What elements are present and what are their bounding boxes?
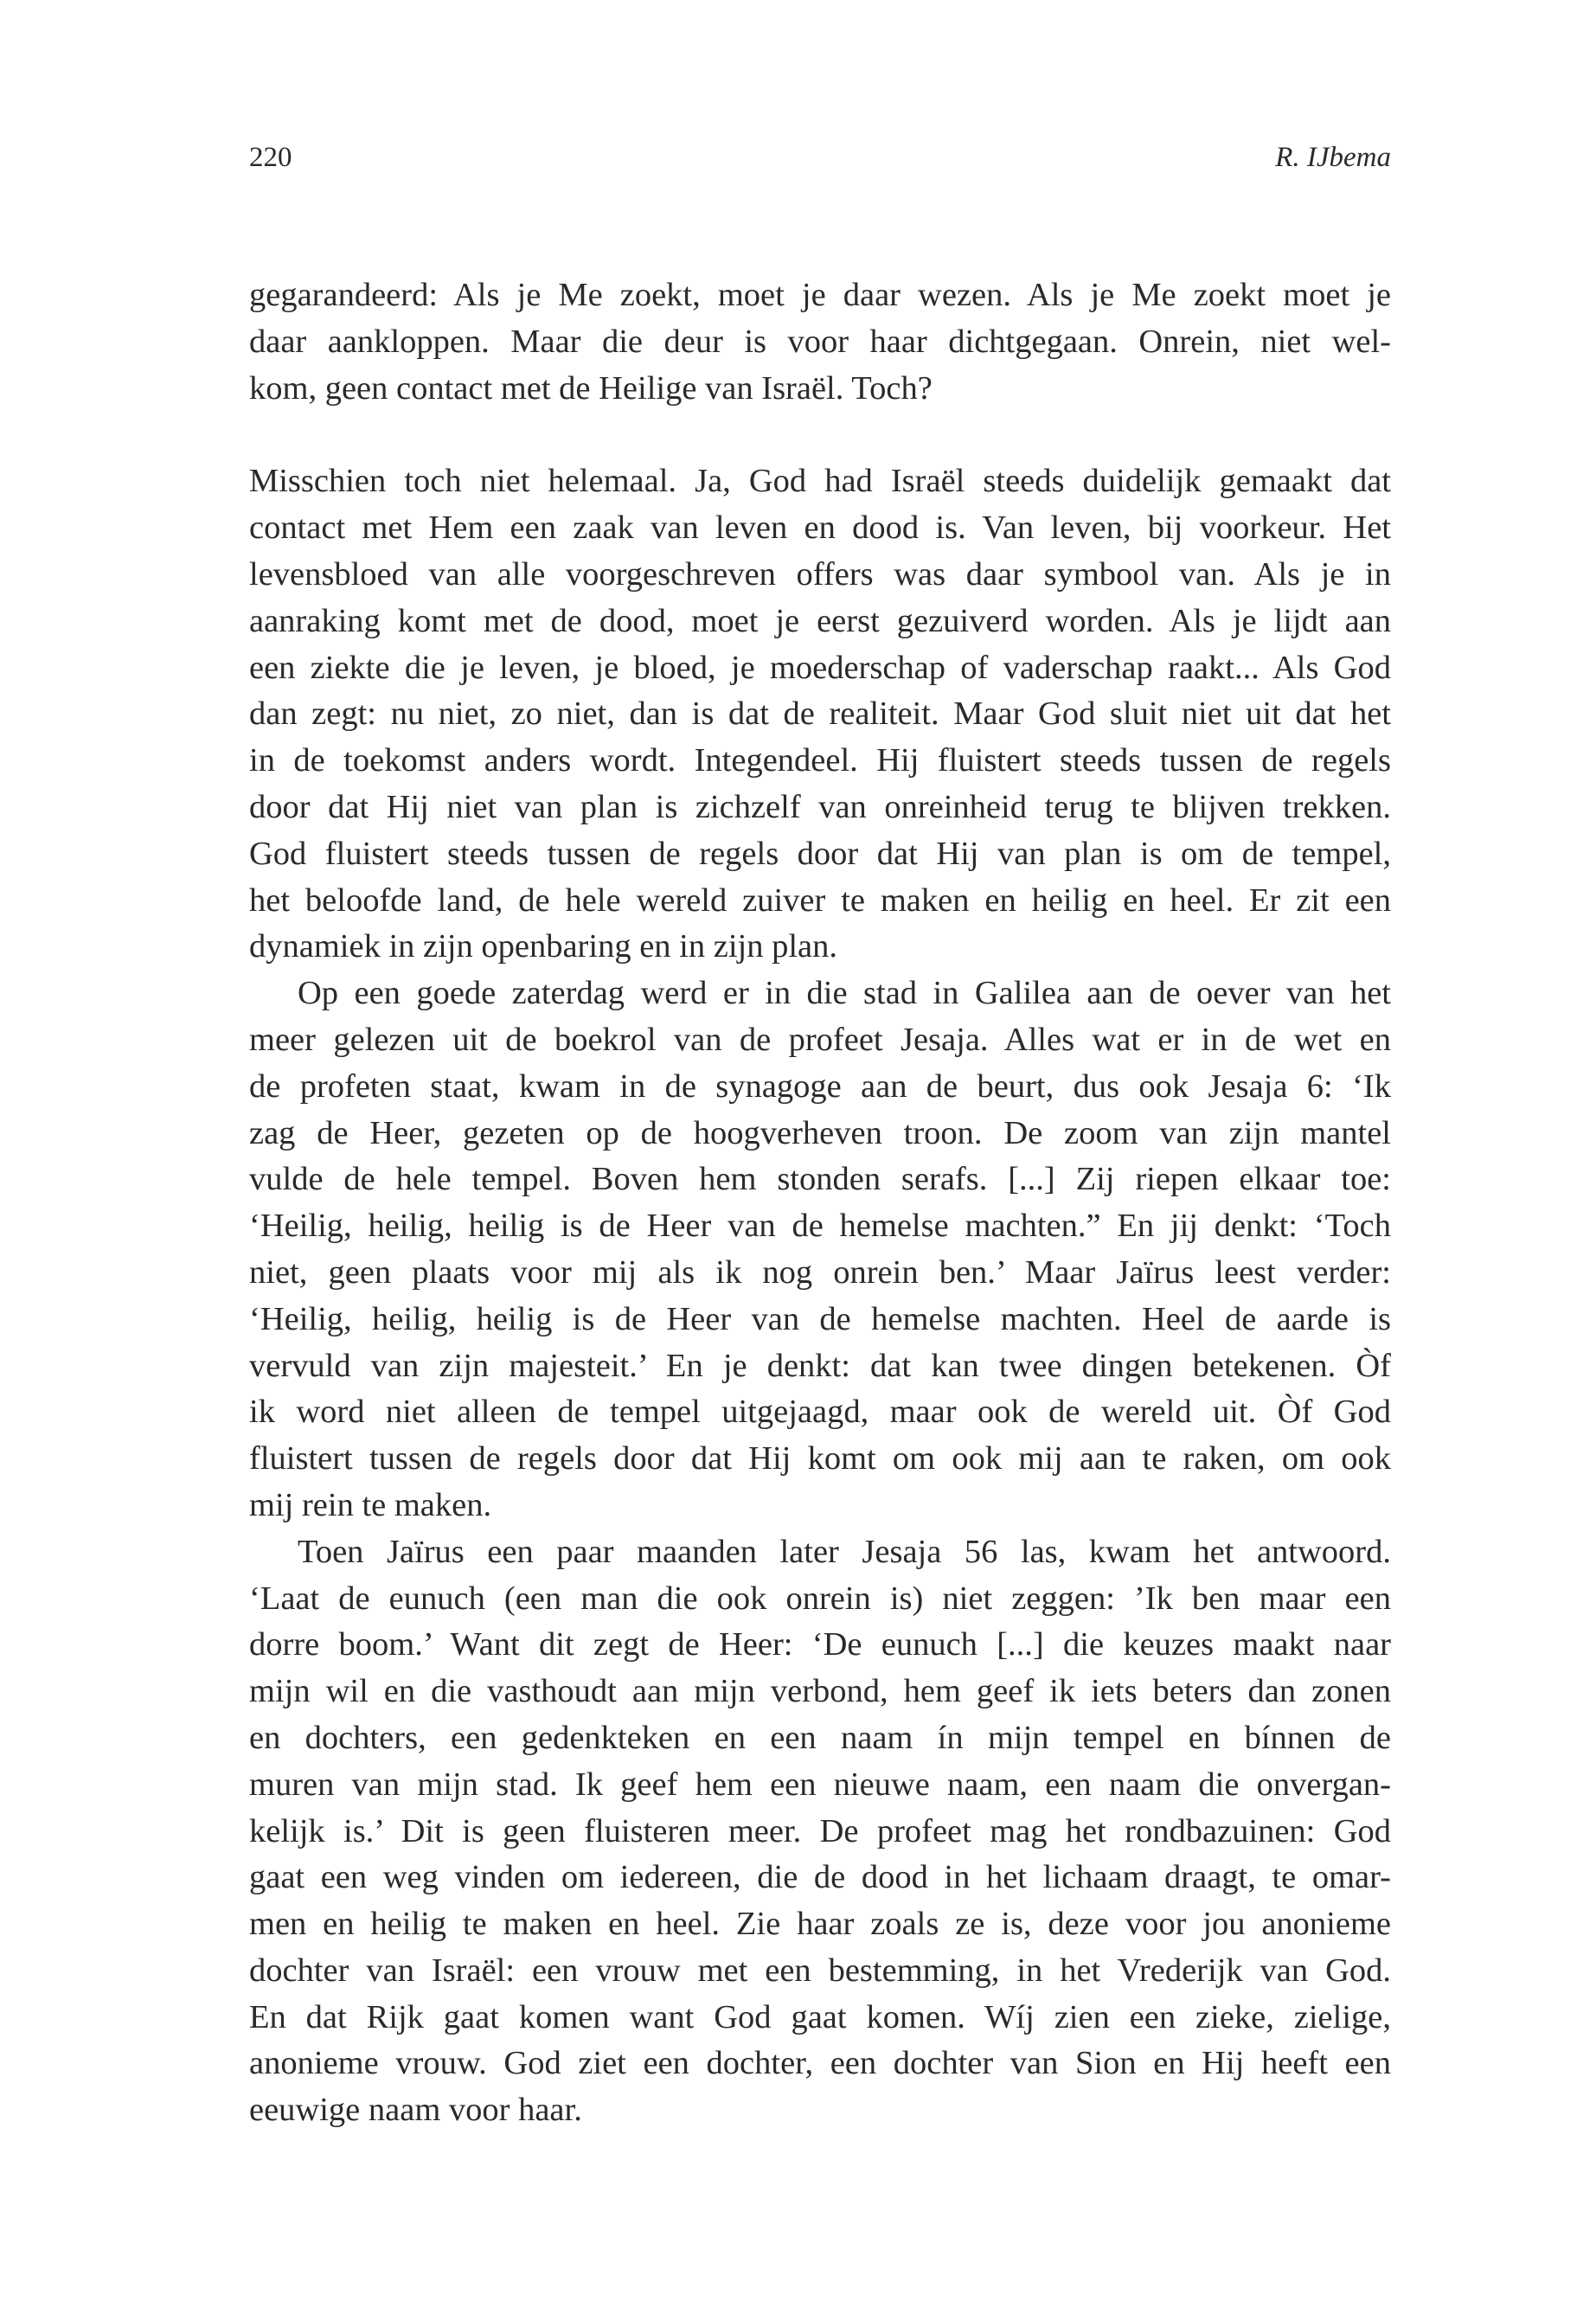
text-line: ‘Heilig, heilig, heilig is de Heer van de hemelse machten. Heel de aarde is	[249, 1300, 1391, 1337]
text-line: aanraking komt met de dood, moet je eerst gezuiverd worden. Als je lijdt aan	[249, 602, 1391, 639]
text-line: dynamiek in zijn openbaring en in zijn plan.	[249, 928, 837, 965]
paragraph-gap	[249, 412, 1391, 458]
page-number: 220	[249, 142, 292, 173]
text-line: ik word niet alleen de tempel uitgejaagd, maar ook de wereld uit. Òf God	[249, 1394, 1391, 1431]
text-line: vulde de hele tempel. Boven hem stonden serafs. [...] Zij riepen elkaar toe:	[249, 1161, 1391, 1198]
text-line: God fluistert steeds tussen de regels door dat Hij van plan is om de tempel,	[249, 835, 1391, 872]
text-line: kom, geen contact met de Heilige van Israël. Toch?	[249, 369, 933, 407]
text-line: mij rein te maken.	[249, 1486, 492, 1523]
text-line: ‘Heilig, heilig, heilig is de Heer van de hemelse machten.” En jij denkt: ‘Toch	[249, 1208, 1391, 1245]
text-line: een ziekte die je leven, je bloed, je moederschap of vaderschap raakt... Als God	[249, 649, 1391, 686]
text-line: niet, geen plaats voor mij als ik nog onrein ben.’ Maar Jaïrus leest verder:	[249, 1253, 1391, 1291]
text-line: dochter van Israël: een vrouw met een bestemming, in het Vrederijk van God.	[249, 1952, 1391, 1989]
text-line: kelijk is.’ Dit is geen fluisteren meer. De profeet mag het rondbazuinen: God	[249, 1812, 1391, 1849]
text-line: fluistert tussen de regels door dat Hij komt om ook mij aan te raken, om ook	[249, 1440, 1391, 1477]
running-header	[249, 138, 1391, 176]
text-line: in de toekomst anders wordt. Integendeel. Hij fluistert steeds tussen de regels	[249, 742, 1391, 779]
paragraph	[249, 458, 1391, 971]
text-line: contact met Hem een zaak van leven en dood is. Van leven, bij voorkeur. Het	[249, 510, 1391, 547]
text-line: zag de Heer, gezeten op de hoogverheven troon. De zoom van zijn mantel	[249, 1114, 1391, 1151]
text-line: gegarandeerd: Als je Me zoekt, moet je daar wezen. Als je Me zoekt moet je	[249, 277, 1391, 313]
text-line: men en heilig te maken en heel. Zie haar zoals ze is, deze voor jou anonieme	[249, 1906, 1391, 1943]
text-line: gaat een weg vinden om iedereen, die de dood in het lichaam draagt, te omar-	[249, 1859, 1391, 1896]
text-line: door dat Hij niet van plan is zichzelf van onreinheid terug te blijven trekken.	[249, 788, 1391, 825]
text-line: muren van mijn stad. Ik geef hem een nieuwe naam, een naam die onvergan-	[249, 1766, 1391, 1803]
text-line: meer gelezen uit de boekrol van de profeet Jesaja. Alles wat er in de wet en	[249, 1021, 1391, 1058]
paragraph	[249, 1529, 1391, 2134]
text-line: Toen Jaïrus een paar maanden later Jesaja 56 las, kwam het antwoord.	[298, 1533, 1391, 1570]
text-line: dorre boom.’ Want dit zegt de Heer: ‘De eunuch [...] die keuzes maakt naar	[249, 1626, 1391, 1663]
paragraph	[249, 272, 1391, 412]
text-line: levensbloed van alle voorgeschreven offers was daar symbool van. Als je in	[249, 555, 1391, 593]
text-line: het beloofde land, de hele wereld zuiver te maken en heilig en heel. Er zit een	[249, 881, 1391, 919]
text-line: mijn wil en die vasthoudt aan mijn verbond, hem geef ik iets beters dan zonen	[249, 1673, 1391, 1710]
text-line: dan zegt: nu niet, zo niet, dan is dat de realiteit. Maar God sluit niet uit dat het	[249, 695, 1391, 733]
text-line: Misschien toch niet helemaal. Ja, God had Israël steeds duidelijk gemaakt dat	[249, 463, 1391, 500]
text-line: daar aankloppen. Maar die deur is voor haar dichtgegaan. Onrein, niet wel-	[249, 323, 1391, 360]
text-line: En dat Rijk gaat komen want God gaat komen. Wíj zien een zieke, zielige,	[249, 1998, 1391, 2035]
paragraph	[249, 971, 1391, 1529]
running-author: R. IJbema	[1275, 142, 1391, 173]
text-line: eeuwige naam voor haar.	[249, 2092, 582, 2129]
text-line: anonieme vrouw. God ziet een dochter, een dochter van Sion en Hij heeft een	[249, 2045, 1391, 2082]
text-line: Op een goede zaterdag werd er in die stad in Galilea aan de oever van het	[298, 975, 1391, 1012]
text-line: ‘Laat de eunuch (een man die ook onrein is) niet zeggen: ’Ik ben maar een	[249, 1580, 1391, 1617]
text-line: vervuld van zijn majesteit.’ En je denkt: dat kan twee dingen betekenen. Òf	[249, 1347, 1391, 1384]
body-text	[249, 272, 1391, 2134]
text-line: de profeten staat, kwam in de synagoge aan de beurt, dus ook Jesaja 6: ‘Ik	[249, 1067, 1391, 1105]
text-line: en dochters, een gedenkteken en een naam ín mijn tempel en bínnen de	[249, 1719, 1391, 1756]
